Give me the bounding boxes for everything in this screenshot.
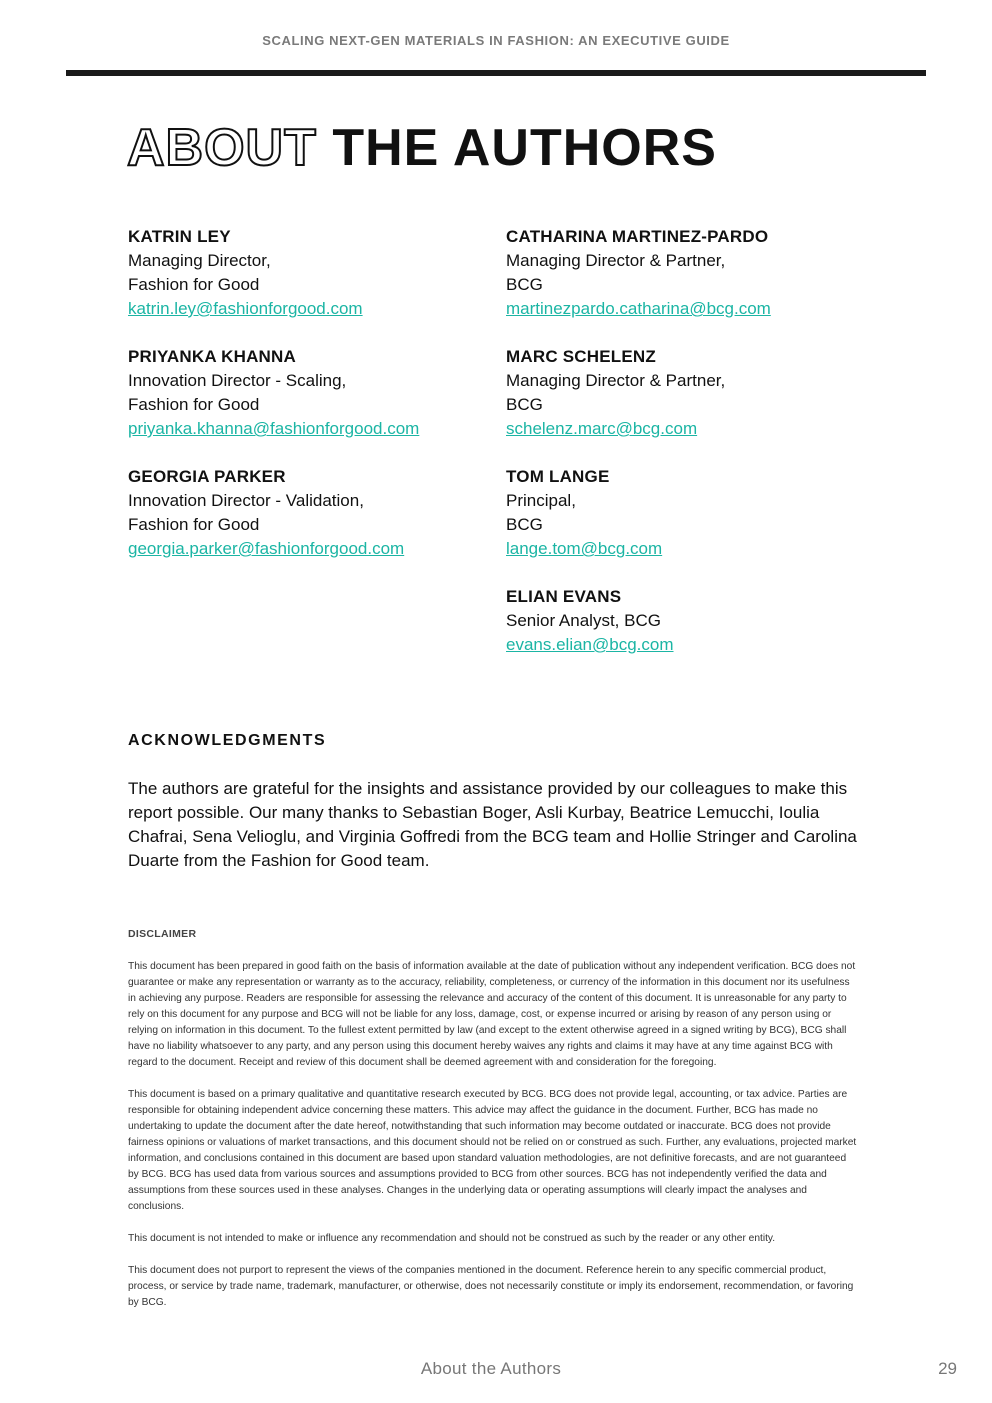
author-role: Innovation Director - Validation, <box>128 491 364 510</box>
author-email-link[interactable]: priyanka.khanna@fashionforgood.com <box>128 419 420 438</box>
acknowledgments-body: The authors are grateful for the insights and assistance provided by our colleagues to make this report possible. Our many thanks to Sebastian Boger, Asli Kurbay, Beatrice Lemucchi, Ioulia Chafrai, Sena Velioglu, and Virginia Goffredi from the BCG team and Hollie Stringer and Carolina Duarte from the Fashion for Good team. <box>128 779 857 870</box>
disclaimer-paragraph: This document has been prepared in good faith on the basis of information available at the date of publication without any independent verification. BCG does not guarantee or make any representation or warranty as to the accuracy, reliability, completeness, or currency of the information in this document nor its usefulness in achieving any purpose. Readers are responsible for assessing the relevance and accuracy of the content of this document. It is unreasonable for any party to rely on this document for any purpose and BCG will not be liable for any loss, damage, cost, or expense incurred or arising by reason of any person using or relying on information in this document. To the fullest extent permitted by law (and except to the extent otherwise agreed in a signed writing by BCG), BCG shall have no liability whatsoever to any party, and any person using this document hereby waives any rights and claims it may have at any time against BCG with regard to the document. Receipt and review of this document shall be deemed agreement with and consideration for the foregoing. <box>128 961 856 1068</box>
author-priyanka-khanna <box>128 345 419 441</box>
author-katrin-ley <box>128 225 363 321</box>
author-georgia-parker <box>128 465 404 561</box>
disclaimer-paragraph: This document is based on a primary qualitative and quantitative research executed by BCG. BCG does not provide legal, accounting, or tax advice. Parties are responsible for obtaining independent advice concerning these matters. This advice may affect the guidance in the document. Further, BCG has made no undertaking to update the document after the date hereof, notwithstanding that such information may become outdated or inaccurate. BCG does not provide fairness opinions or valuations of market transactions, and this document should not be relied on or construed as such. Further, any evaluations, projected market information, and conclusions contained in this document are based upon standard valuation methodologies, are not definitive forecasts, and are not guaranteed by BCG. BCG has used data from various sources and assumptions provided to BCG from other sources. BCG has not independently verified the data and assumptions from these sources used in these analyses. Changes in the underlying data or operating assumptions will clearly impact the analyses and conclusions. <box>128 1089 857 1212</box>
author-tom-lange <box>506 465 662 561</box>
author-org: Fashion for Good <box>128 515 260 534</box>
author-email-link[interactable]: evans.elian@bcg.com <box>506 635 674 654</box>
author-email-link[interactable]: georgia.parker@fashionforgood.com <box>128 539 405 558</box>
author-role: Senior Analyst, BCG <box>506 611 661 630</box>
author-role: Managing Director & Partner, <box>506 251 726 270</box>
author-name: TOM LANGE <box>506 467 610 486</box>
running-header: SCALING NEXT-GEN MATERIALS IN FASHION: AN EXECUTIVE GUIDE <box>262 33 730 48</box>
author-role: Managing Director, <box>128 251 271 270</box>
acknowledgments-heading: ACKNOWLEDGMENTS <box>128 732 327 749</box>
author-name: ELIAN EVANS <box>506 587 622 606</box>
author-role: Managing Director & Partner, <box>506 371 726 390</box>
author-catharina-martinez-pardo <box>506 225 771 321</box>
author-name: KATRIN LEY <box>128 227 231 246</box>
author-org: BCG <box>506 275 543 294</box>
header-rule <box>66 70 926 76</box>
author-elian-evans <box>506 585 674 657</box>
author-role: Innovation Director - Scaling, <box>128 371 347 390</box>
page-number: 29 <box>938 1359 957 1378</box>
author-email-link[interactable]: katrin.ley@fashionforgood.com <box>128 299 363 318</box>
author-email-link[interactable]: schelenz.marc@bcg.com <box>506 419 698 438</box>
author-org: BCG <box>506 515 543 534</box>
author-email-link[interactable]: martinezpardo.catharina@bcg.com <box>506 299 771 318</box>
footer-section-title: About the Authors <box>420 1359 562 1378</box>
author-name: GEORGIA PARKER <box>128 467 286 486</box>
author-name: PRIYANKA KHANNA <box>128 347 296 366</box>
author-name: CATHARINA MARTINEZ-PARDO <box>506 227 769 246</box>
disclaimer-paragraph: This document is not intended to make or influence any recommendation and should not be construed as such by the reader or any other entity. <box>128 1233 776 1244</box>
page-title-outline-word: ABOUT <box>127 119 317 177</box>
author-org: Fashion for Good <box>128 275 260 294</box>
author-org: Fashion for Good <box>128 395 260 414</box>
author-email-link[interactable]: lange.tom@bcg.com <box>506 539 663 558</box>
disclaimer-title: DISCLAIMER <box>128 928 197 940</box>
page-title <box>127 119 717 177</box>
page-title-solid-words: THE AUTHORS <box>332 119 717 177</box>
disclaimer-text <box>128 959 858 1327</box>
author-role: Principal, <box>506 491 576 510</box>
author-marc-schelenz <box>506 345 725 441</box>
author-name: MARC SCHELENZ <box>506 347 656 366</box>
author-org: BCG <box>506 395 543 414</box>
disclaimer-paragraph: This document does not purport to represent the views of the companies mentioned in the document. Reference herein to any specific commercial product, process, or service by trade name, trademark, manufacturer, or otherwise, does not necessarily constitute or imply its endorsement, recommendation, or favoring by BCG. <box>128 1265 854 1308</box>
